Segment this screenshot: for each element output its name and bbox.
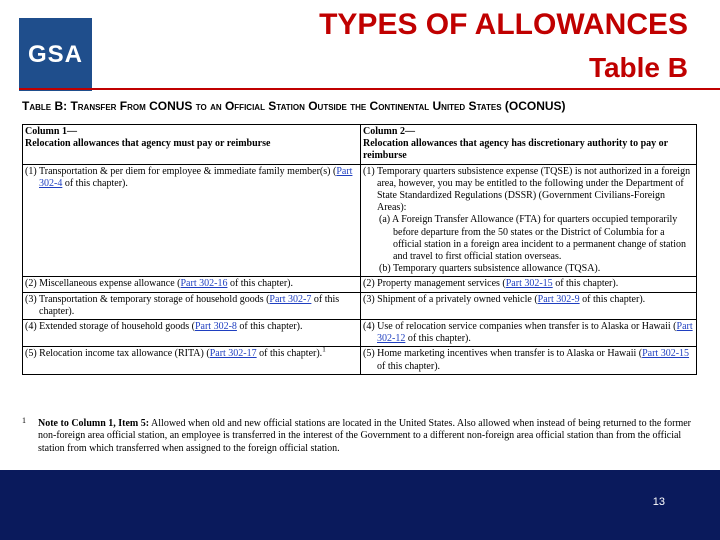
table-cell: [23, 320, 361, 347]
regulation-link[interactable]: Part 302-9: [537, 293, 580, 305]
slide-title: TYPES OF ALLOWANCES: [319, 8, 688, 41]
table-row: [23, 292, 697, 319]
column-2-title: Column 2—: [363, 126, 415, 137]
allowance-subitem: (a) A Foreign Transfer Allowance (FTA) for quarters occupied temporarily before departure from the 50 states or the District of Columbia for a official station in a foreign area incident to a permanent change of station and travel to first official station overseas.: [379, 214, 687, 263]
table-header-row: [23, 125, 697, 165]
allowance-item: (4) Use of relocation service companies when transfer is to Alaska or Hawaii (Part 302-12 of this chapter).: [363, 321, 693, 345]
gsa-logo: [19, 18, 92, 91]
allowance-item: (5) Relocation income tax allowance (RITA) (Part 302-17 of this chapter).$^1$: [25, 346, 326, 360]
gsa-logo-text: GSA: [27, 40, 83, 68]
column-2-description: Relocation allowances that agency has discretionary authority to pay or reimburse: [363, 138, 668, 162]
allowance-item: (2) Property management services (Part 302-15 of this chapter).: [363, 278, 619, 290]
table-caption: Table B: Transfer From CONUS to an Official Station Outside the Continental United States (OCONUS): [22, 99, 566, 113]
table-cell: [361, 347, 697, 374]
regulation-link[interactable]: Part 302-8: [194, 321, 237, 333]
regulation-link[interactable]: Part 302-15: [642, 348, 690, 360]
column-2-header: [361, 125, 697, 165]
allowances-table: [22, 124, 697, 375]
table-row: [23, 277, 697, 292]
allowance-item: (2) Miscellaneous expense allowance (Part 302-16 of this chapter).: [25, 278, 293, 290]
slide-subtitle: Table B: [588, 52, 688, 83]
table-row: [23, 164, 697, 277]
table-row: [23, 320, 697, 347]
allowance-item: (3) Shipment of a privately owned vehicle (Part 302-9 of this chapter).: [363, 293, 646, 305]
table-cell: [23, 277, 361, 292]
table-cell: [361, 164, 697, 277]
allowance-subitem: (b) Temporary quarters subsistence allowance (TQSA).: [379, 263, 601, 275]
allowance-item: (3) Transportation & temporary storage of household goods (Part 302-7 of this chapter).: [25, 293, 340, 317]
table-cell: [23, 347, 361, 374]
footer-bar: [0, 470, 720, 540]
footnote-text: Allowed when old and new official stations are located in the United States. Also allowed when instead of being returned to the former non-foreign area official station, an employee is transferred in the interest of the Government to a different non-foreign area official station than from the official station from which transferred when assigned to the foreign official station.: [38, 418, 691, 454]
footnote-mark: 1: [22, 416, 26, 425]
regulation-link[interactable]: Part 302-12: [377, 321, 693, 345]
footnote-reference: 1: [322, 346, 326, 355]
table-cell: [23, 164, 361, 277]
regulation-link[interactable]: Part 302-17: [209, 348, 257, 360]
regulation-link[interactable]: Part 302-4: [39, 165, 353, 189]
regulation-link[interactable]: Part 302-16: [180, 278, 228, 290]
footnote-label: Note to Column 1, Item 5:: [38, 418, 150, 429]
allowance-item: (5) Home marketing incentives when transfer is to Alaska or Hawaii (Part 302-15 of this chapter).: [363, 348, 690, 372]
table-cell: [361, 320, 697, 347]
footnote: [38, 418, 698, 455]
regulation-link[interactable]: Part 302-7: [269, 293, 312, 305]
allowance-item: (1) Temporary quarters subsistence expense (TQSE) is not authorized in a foreign area, however, you may be entitled to the following under the Department of State Standardized Regulations (DSSR) (Government Civilians-Foreign Areas):: [363, 165, 691, 214]
page-number: 13: [652, 496, 665, 508]
table-cell: [23, 292, 361, 319]
title-divider: [19, 88, 720, 90]
regulation-link[interactable]: Part 302-15: [505, 278, 553, 290]
column-1-title: Column 1—: [25, 126, 77, 137]
column-1-header: [23, 125, 361, 165]
column-1-description: Relocation allowances that agency must pay or reimburse: [25, 138, 271, 150]
allowance-item: (1) Transportation & per diem for employee & immediate family member(s) (Part 302-4 of this chapter).: [25, 165, 353, 189]
table-cell: [361, 277, 697, 292]
allowance-item: (4) Extended storage of household goods (Part 302-8 of this chapter).: [25, 321, 303, 333]
table-cell: [361, 292, 697, 319]
table-row: [23, 347, 697, 374]
